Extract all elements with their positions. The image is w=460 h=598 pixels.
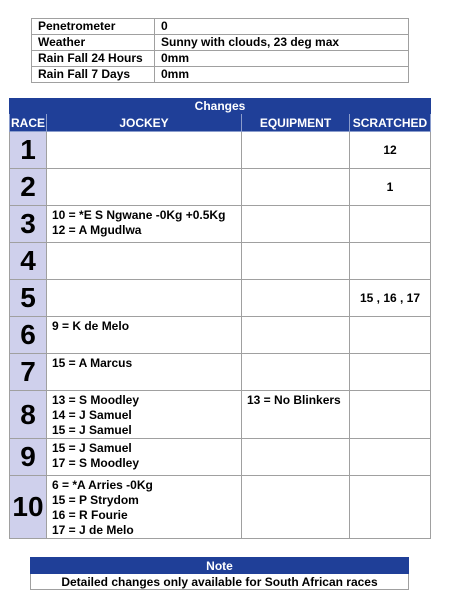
conditions-table	[31, 18, 409, 83]
condition-value: 0	[155, 19, 409, 35]
equipment-cell	[242, 354, 350, 391]
jockey-cell	[47, 243, 242, 280]
jockey-cell	[47, 169, 242, 206]
jockey-cell	[47, 206, 242, 243]
jockey-cell	[47, 317, 242, 354]
jockey-change: 15 = J Samuel	[52, 441, 132, 455]
scratched-header: SCRATCHED	[350, 114, 431, 132]
jockey-change: 13 = S Moodley	[52, 393, 140, 407]
condition-row	[32, 35, 409, 51]
race-header: RACE	[10, 115, 45, 130]
jockey-change: 16 = R Fourie	[52, 508, 128, 522]
jockey-cell	[47, 354, 242, 391]
condition-label: Penetrometer	[32, 19, 155, 35]
race-number: 7	[10, 354, 47, 391]
condition-label: Rain Fall 7 Days	[32, 67, 155, 83]
jockey-change: 6 = *A Arries -0Kg	[52, 478, 153, 492]
condition-value: 0mm	[155, 51, 409, 67]
equipment-cell	[242, 132, 350, 169]
equipment-cell	[242, 439, 350, 476]
race-row	[10, 354, 431, 391]
changes-table	[9, 98, 431, 539]
scratched-cell	[350, 476, 431, 539]
race-row	[10, 439, 431, 476]
race-number: 9	[10, 439, 47, 476]
jockey-cell	[47, 439, 242, 476]
condition-label: Weather	[32, 35, 155, 51]
condition-row	[32, 19, 409, 35]
equipment-header: EQUIPMENT	[242, 114, 350, 132]
scratched-cell	[350, 243, 431, 280]
jockey-change: 17 = S Moodley	[52, 456, 140, 470]
scratched-cell: 12	[350, 132, 431, 169]
note-title: Note	[31, 558, 409, 574]
changes-title: Changes	[10, 99, 431, 114]
scratched-cell	[350, 354, 431, 391]
scratched-cell	[350, 439, 431, 476]
race-number: 3	[10, 206, 47, 243]
race-row	[10, 169, 431, 206]
race-number: 2	[10, 169, 47, 206]
scratched-cell	[350, 206, 431, 243]
jockey-change: 17 = J de Melo	[52, 523, 134, 537]
scratched-cell: 1	[350, 169, 431, 206]
jockey-change: 15 = A Marcus	[52, 356, 133, 370]
jockey-cell	[47, 476, 242, 539]
race-row	[10, 206, 431, 243]
jockey-cell	[47, 280, 242, 317]
jockey-change: 9 = K de Melo	[52, 319, 130, 333]
race-row	[10, 476, 431, 539]
jockey-change: 15 = J Samuel	[52, 423, 132, 437]
equipment-cell	[242, 280, 350, 317]
condition-row	[32, 51, 409, 67]
equipment-cell	[242, 476, 350, 539]
equipment-change: 13 = No Blinkers	[247, 393, 341, 407]
condition-value: 0mm	[155, 67, 409, 83]
scratched-cell	[350, 391, 431, 439]
jockey-change: 10 = *E S Ngwane -0Kg +0.5Kg	[52, 208, 226, 222]
jockey-cell	[47, 132, 242, 169]
equipment-cell	[242, 391, 350, 439]
jockey-header: JOCKEY	[47, 114, 242, 132]
jockey-change: 14 = J Samuel	[52, 408, 132, 422]
condition-row	[32, 67, 409, 83]
race-row	[10, 132, 431, 169]
race-row	[10, 280, 431, 317]
scratched-cell	[350, 317, 431, 354]
jockey-change: 12 = A Mgudlwa	[52, 223, 142, 237]
condition-value: Sunny with clouds, 23 deg max	[155, 35, 409, 51]
race-number: 6	[10, 317, 47, 354]
race-number: 1	[10, 132, 47, 169]
condition-label: Rain Fall 24 Hours	[32, 51, 155, 67]
equipment-cell	[242, 169, 350, 206]
race-number: 10	[10, 476, 47, 539]
note-table	[30, 557, 409, 590]
race-number: 8	[10, 391, 47, 439]
race-number: 5	[10, 280, 47, 317]
jockey-change: 15 = P Strydom	[52, 493, 139, 507]
race-row	[10, 317, 431, 354]
equipment-cell	[242, 206, 350, 243]
note-text: Detailed changes only available for South African races	[31, 574, 409, 590]
jockey-cell	[47, 391, 242, 439]
race-row	[10, 243, 431, 280]
scratched-cell: 15 , 16 , 17	[350, 280, 431, 317]
race-row	[10, 391, 431, 439]
equipment-cell	[242, 317, 350, 354]
race-number: 4	[10, 243, 47, 280]
equipment-cell	[242, 243, 350, 280]
